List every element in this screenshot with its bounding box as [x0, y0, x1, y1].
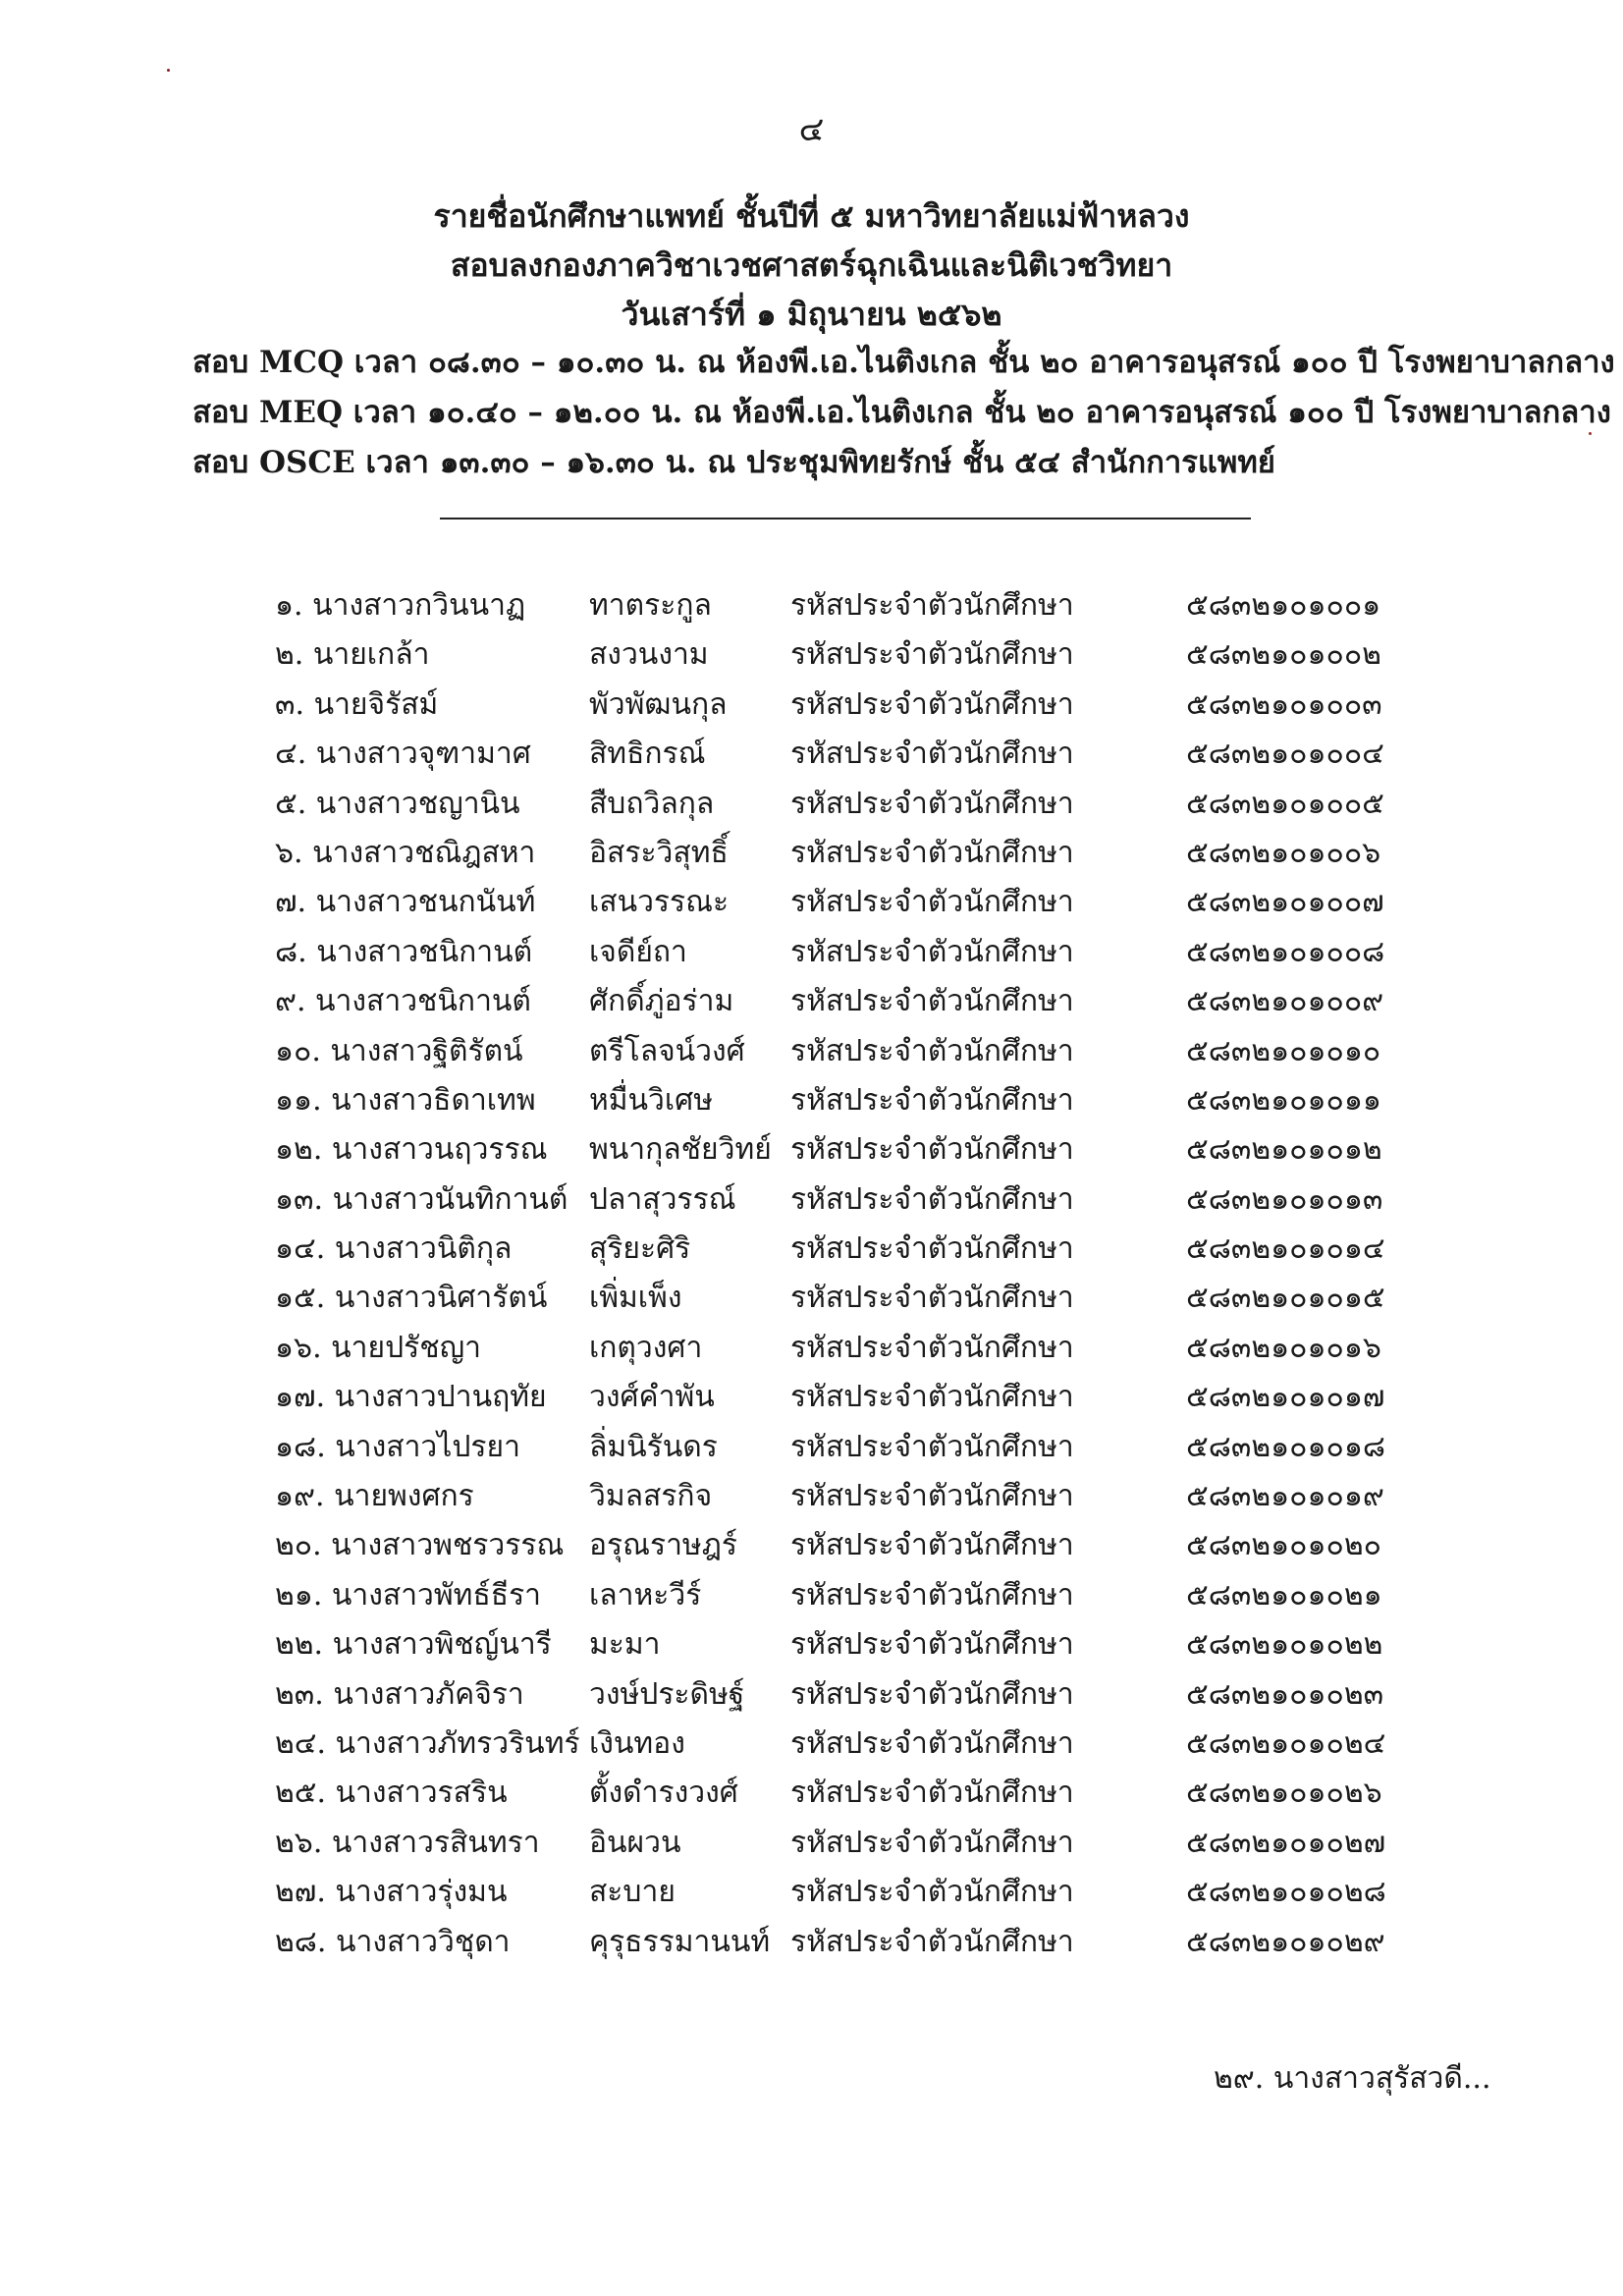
student-id-label: รหัสประจำตัวนักศึกษา: [790, 1231, 1074, 1267]
student-id-label: รหัสประจำตัวนักศึกษา: [790, 835, 1074, 870]
student-id-label: รหัสประจำตัวนักศึกษา: [790, 1479, 1074, 1514]
student-id-label: รหัสประจำตัวนักศึกษา: [790, 984, 1074, 1019]
student-id: ๕๘๓๒๑๐๑๐๑๗: [1186, 1380, 1385, 1415]
student-list: [275, 581, 1434, 1967]
student-name: ๗. นางสาวชนกนันท์: [275, 885, 536, 920]
student-id-label: รหัสประจำตัวนักศึกษา: [790, 1082, 1074, 1118]
title-line-1: รายชื่อนักศึกษาแพทย์ ชั้นปีที่ ๕ มหาวิทยาลัยแม่ฟ้าหลวง: [433, 197, 1190, 235]
student-id-label: รหัสประจำตัวนักศึกษา: [790, 1875, 1074, 1910]
student-name: ๒๘. นางสาววิชุดา: [275, 1924, 511, 1959]
title-line-3: วันเสาร์ที่ ๑ มิถุนายน ๒๕๖๒: [621, 296, 1002, 333]
student-surname: วงษ์ประดิษฐ์: [589, 1676, 745, 1712]
student-surname: เพิ่มเพ็ง: [589, 1281, 682, 1316]
student-row: [275, 977, 1434, 1026]
student-id: ๕๘๓๒๑๐๑๐๑๓: [1186, 1181, 1383, 1217]
student-id: ๕๘๓๒๑๐๑๐๑๒: [1186, 1132, 1382, 1168]
student-name: ๓. นายจิรัสม์: [275, 686, 439, 722]
student-surname: สิทธิกรณ์: [589, 737, 706, 772]
student-row: [275, 1027, 1434, 1076]
student-name: ๒๒. นางสาวพิชญ์นารี: [275, 1627, 552, 1663]
student-id-label: รหัสประจำตัวนักศึกษา: [790, 1924, 1074, 1959]
student-name: ๔. นางสาวจุฑามาศ: [275, 737, 531, 772]
student-row: [275, 1423, 1434, 1472]
student-surname: คุรุธรรมานนท์: [589, 1924, 771, 1959]
student-surname: พนากุลชัยวิทย์: [589, 1132, 772, 1168]
student-surname: ปลาสุวรรณ์: [589, 1181, 736, 1217]
student-id-label: รหัสประจำตัวนักศึกษา: [790, 1181, 1074, 1217]
student-row: [275, 1472, 1434, 1521]
student-row: [275, 1521, 1434, 1570]
student-id-label: รหัสประจำตัวนักศึกษา: [790, 1825, 1074, 1860]
student-row: [275, 1868, 1434, 1917]
student-surname: เงินทอง: [589, 1725, 685, 1761]
student-row: [275, 1274, 1434, 1323]
student-surname: สุริยะศิริ: [589, 1231, 691, 1267]
schedule-meq: สอบ MEQ เวลา ๑๐.๔๐ – ๑๒.๐๐ น. ณ ห้องพี.เอ.ไนติงเกล ชั้น ๒๐ อาคารอนุสรณ์ ๑๐๐ ปี โรงพยาบาลกลาง: [192, 395, 1611, 430]
student-surname: ลิ่มนิรันดร: [589, 1429, 718, 1464]
student-name: ๕. นางสาวชญานิน: [275, 786, 520, 821]
student-surname: ศักดิ์ภู่อร่าม: [589, 984, 734, 1019]
student-name: ๑๕. นางสาวนิศารัตน์: [275, 1281, 548, 1316]
schedule-osce: สอบ OSCE เวลา ๑๓.๓๐ – ๑๖.๓๐ น. ณ ประชุมพิทยรักษ์ ชั้น ๕๔ สำนักการแพทย์: [192, 445, 1275, 480]
student-id: ๕๘๓๒๑๐๑๐๒๖: [1186, 1776, 1382, 1811]
student-name: ๑. นางสาวกวินนาฏ: [275, 588, 526, 623]
student-id-label: รหัสประจำตัวนักศึกษา: [790, 1577, 1074, 1613]
student-name: ๒๐. นางสาวพชรวรรณ: [275, 1528, 565, 1563]
student-name: ๒๓. นางสาวภัคจิรา: [275, 1676, 524, 1712]
scan-speck: [1589, 432, 1592, 435]
student-row: [275, 730, 1434, 779]
student-surname: อิสระวิสุทธิ์: [589, 835, 729, 870]
student-id: ๕๘๓๒๑๐๑๐๒๔: [1186, 1725, 1386, 1761]
student-surname: เลาหะวีร์: [589, 1577, 702, 1613]
student-surname: ทาตระกูล: [589, 588, 712, 623]
student-surname: ตรีโลจน์วงศ์: [589, 1033, 745, 1068]
student-row: [275, 780, 1434, 829]
student-surname: สืบถวิลกุล: [589, 786, 715, 821]
student-surname: วงศ์คำพัน: [589, 1380, 715, 1415]
title-line-2: สอบลงกองภาควิชาเวชศาสตร์ฉุกเฉินและนิติเวชวิทยา: [450, 246, 1173, 284]
student-id-label: รหัสประจำตัวนักศึกษา: [790, 1725, 1074, 1761]
student-id: ๕๘๓๒๑๐๑๐๒๑: [1186, 1577, 1382, 1613]
student-id: ๕๘๓๒๑๐๑๐๒๓: [1186, 1676, 1384, 1712]
student-id-label: รหัสประจำตัวนักศึกษา: [790, 1676, 1074, 1712]
student-row: [275, 1225, 1434, 1274]
student-name: ๒๑. นางสาวพัทธ์ธีรา: [275, 1577, 542, 1613]
student-row: [275, 630, 1434, 680]
student-id: ๕๘๓๒๑๐๑๐๑๐: [1186, 1033, 1381, 1068]
student-name: ๑๗. นางสาวปานฤทัย: [275, 1380, 547, 1415]
student-id: ๕๘๓๒๑๐๑๐๐๕: [1186, 786, 1384, 821]
student-surname: เกตุวงศา: [589, 1330, 703, 1365]
scan-speck: [167, 69, 170, 72]
student-name: ๑๖. นายปรัชญา: [275, 1330, 482, 1365]
student-row: [275, 1670, 1434, 1720]
student-row: [275, 1125, 1434, 1175]
student-id: ๕๘๓๒๑๐๑๐๐๘: [1186, 934, 1385, 969]
continuation-note: ๒๙. นางสาวสุรัสวดี...: [1214, 2061, 1491, 2096]
student-name: ๒๔. นางสาวภัทรวรินทร์: [275, 1725, 580, 1761]
student-id-label: รหัสประจำตัวนักศึกษา: [790, 1132, 1074, 1168]
student-row: [275, 1175, 1434, 1225]
student-row: [275, 1620, 1434, 1669]
document-header: [0, 191, 1623, 339]
header-divider: [440, 518, 1251, 519]
student-row: [275, 1918, 1434, 1967]
student-surname: พัวพัฒนกุล: [589, 686, 728, 722]
student-id: ๕๘๓๒๑๐๑๐๒๒: [1186, 1627, 1383, 1663]
student-surname: หมื่นวิเศษ: [589, 1082, 713, 1118]
student-row: [275, 581, 1434, 630]
page-number: ๔: [798, 110, 825, 149]
student-surname: มะมา: [589, 1627, 661, 1663]
student-name: ๑๒. นางสาวนฤวรรณ: [275, 1132, 548, 1168]
student-id-label: รหัสประจำตัวนักศึกษา: [790, 1627, 1074, 1663]
student-row: [275, 1819, 1434, 1868]
student-id: ๕๘๓๒๑๐๑๐๒๙: [1186, 1924, 1385, 1959]
student-name: ๑๘. นางสาวไปรยา: [275, 1429, 520, 1464]
student-surname: สะบาย: [589, 1875, 676, 1910]
student-name: ๒๖. นางสาวรสินทรา: [275, 1825, 540, 1860]
student-id-label: รหัสประจำตัวนักศึกษา: [790, 1380, 1074, 1415]
student-row: [275, 1769, 1434, 1818]
student-id-label: รหัสประจำตัวนักศึกษา: [790, 737, 1074, 772]
student-id: ๕๘๓๒๑๐๑๐๑๔: [1186, 1231, 1385, 1267]
student-surname: เสนวรรณะ: [589, 885, 730, 920]
student-id: ๕๘๓๒๑๐๑๐๑๑: [1186, 1082, 1381, 1118]
student-id-label: รหัสประจำตัวนักศึกษา: [790, 1528, 1074, 1563]
student-id: ๕๘๓๒๑๐๑๐๑๖: [1186, 1330, 1381, 1365]
student-id-label: รหัสประจำตัวนักศึกษา: [790, 686, 1074, 722]
student-row: [275, 1373, 1434, 1422]
student-surname: อรุณราษฎร์: [589, 1528, 737, 1563]
student-id: ๕๘๓๒๑๐๑๐๐๗: [1186, 885, 1384, 920]
student-row: [275, 681, 1434, 730]
student-surname: ตั้งดำรงวงศ์: [589, 1776, 738, 1811]
student-id-label: รหัสประจำตัวนักศึกษา: [790, 637, 1074, 673]
student-row: [275, 829, 1434, 878]
student-name: ๑๓. นางสาวนันทิกานต์: [275, 1181, 568, 1217]
student-name: ๒. นายเกล้า: [275, 637, 430, 673]
student-id: ๕๘๓๒๑๐๑๐๑๙: [1186, 1479, 1384, 1514]
student-id: ๕๘๓๒๑๐๑๐๑๕: [1186, 1281, 1385, 1316]
student-id: ๕๘๓๒๑๐๑๐๒๗: [1186, 1825, 1386, 1860]
student-id: ๕๘๓๒๑๐๑๐๐๙: [1186, 984, 1384, 1019]
student-row: [275, 1076, 1434, 1125]
student-id-label: รหัสประจำตัวนักศึกษา: [790, 1281, 1074, 1316]
student-surname: สงวนงาม: [589, 637, 709, 673]
student-name: ๖. นางสาวชณิฎสหา: [275, 835, 536, 870]
student-name: ๑๑. นางสาวธิดาเทพ: [275, 1082, 536, 1118]
student-name: ๒๕. นางสาวรสริน: [275, 1776, 508, 1811]
student-row: [275, 878, 1434, 927]
student-row: [275, 1324, 1434, 1373]
student-id-label: รหัสประจำตัวนักศึกษา: [790, 885, 1074, 920]
student-id-label: รหัสประจำตัวนักศึกษา: [790, 934, 1074, 969]
student-id: ๕๘๓๒๑๐๑๐๐๓: [1186, 686, 1382, 722]
student-id: ๕๘๓๒๑๐๑๐๒๐: [1186, 1528, 1381, 1563]
student-id: ๕๘๓๒๑๐๑๐๐๑: [1186, 588, 1381, 623]
student-name: ๒๗. นางสาวรุ่งมน: [275, 1875, 508, 1910]
student-name: ๘. นางสาวชนิกานต์: [275, 934, 533, 969]
student-id: ๕๘๓๒๑๐๑๐๐๖: [1186, 835, 1381, 870]
student-name: ๑๔. นางสาวนิติกุล: [275, 1231, 513, 1267]
student-id: ๕๘๓๒๑๐๑๐๑๘: [1186, 1429, 1386, 1464]
student-name: ๑๐. นางสาวฐิติรัตน์: [275, 1033, 523, 1068]
student-id-label: รหัสประจำตัวนักศึกษา: [790, 1033, 1074, 1068]
student-surname: อินผวน: [589, 1825, 681, 1860]
schedule-mcq: สอบ MCQ เวลา ๐๘.๓๐ – ๑๐.๓๐ น. ณ ห้องพี.เอ.ไนติงเกล ชั้น ๒๐ อาคารอนุสรณ์ ๑๐๐ ปี โรงพยาบาลกลาง: [192, 345, 1615, 380]
student-row: [275, 928, 1434, 977]
student-id: ๕๘๓๒๑๐๑๐๐๔: [1186, 737, 1384, 772]
student-id-label: รหัสประจำตัวนักศึกษา: [790, 786, 1074, 821]
student-name: ๙. นางสาวชนิกานต์: [275, 984, 531, 1019]
student-id-label: รหัสประจำตัวนักศึกษา: [790, 1429, 1074, 1464]
student-id-label: รหัสประจำตัวนักศึกษา: [790, 1776, 1074, 1811]
student-id: ๕๘๓๒๑๐๑๐๒๘: [1186, 1875, 1386, 1910]
student-row: [275, 1571, 1434, 1620]
student-row: [275, 1720, 1434, 1769]
student-name: ๑๙. นายพงศกร: [275, 1479, 474, 1514]
student-id-label: รหัสประจำตัวนักศึกษา: [790, 588, 1074, 623]
student-id-label: รหัสประจำตัวนักศึกษา: [790, 1330, 1074, 1365]
student-surname: เจดีย์ถา: [589, 934, 687, 969]
student-id: ๕๘๓๒๑๐๑๐๐๒: [1186, 637, 1381, 673]
student-surname: วิมลสรกิจ: [589, 1479, 713, 1514]
